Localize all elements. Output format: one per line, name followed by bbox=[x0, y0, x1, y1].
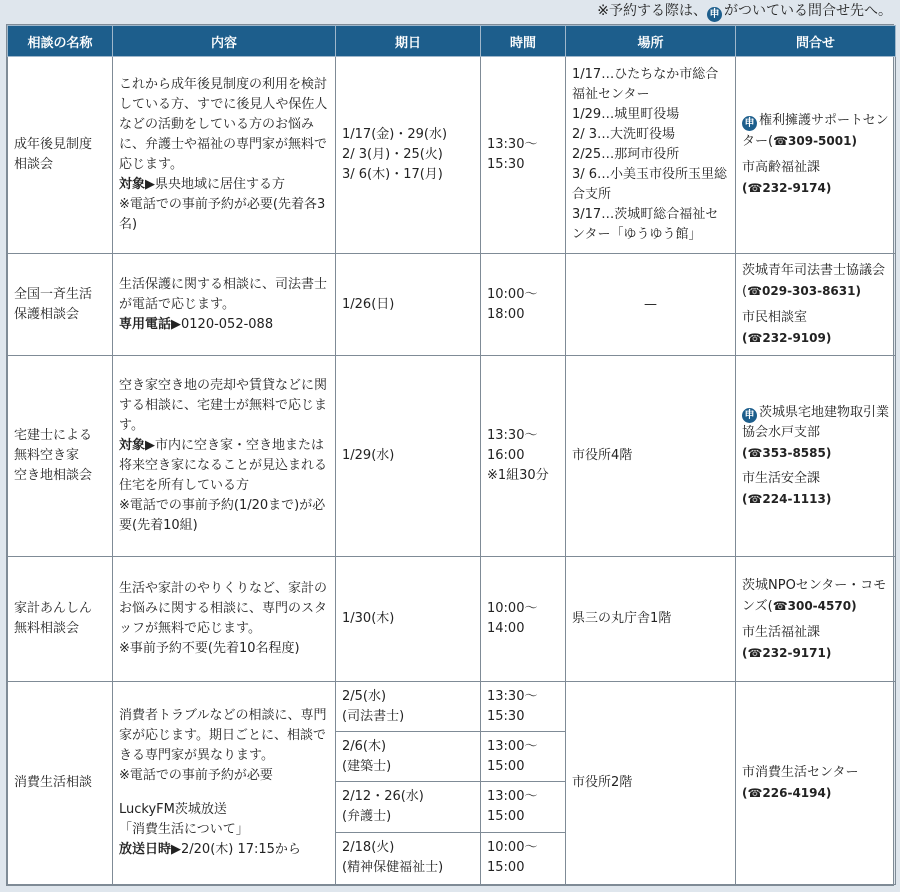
content-text: 生活や家計のやりくりなど、家計のお悩みに関する相談に、専門のスタッフが無料で応じます。 bbox=[119, 581, 328, 637]
note-prefix: ※予約する際は、 bbox=[597, 3, 707, 19]
row-contact bbox=[736, 356, 896, 557]
header-contact: 問合せ bbox=[736, 26, 896, 57]
notice-text: ※電話での事前予約が必要(先着各3名) bbox=[119, 196, 326, 232]
row-date: 2/12・26(水) (弁護士) bbox=[336, 782, 481, 832]
contact-secondary-org: 市生活安全課 bbox=[742, 471, 821, 487]
row-contact bbox=[736, 253, 896, 355]
table-row bbox=[8, 681, 896, 731]
broadcast-line bbox=[119, 840, 329, 860]
consultation-table-panel bbox=[6, 24, 894, 886]
contact-secondary-phone: (☎232-9109) bbox=[742, 331, 832, 346]
contact-secondary-phone: (☎224-1113) bbox=[742, 492, 832, 507]
row-date: 1/26(日) bbox=[336, 253, 481, 355]
row-place: 県三の丸庁舎1階 bbox=[566, 557, 736, 682]
phone-label: 専用電話▶ bbox=[119, 316, 181, 332]
row-date: 1/30(木) bbox=[336, 557, 481, 682]
broadcast-time: 2/20(木) 17:15から bbox=[181, 841, 301, 857]
row-contact bbox=[736, 57, 896, 254]
note-suffix: がついている問合せ先へ。 bbox=[724, 3, 892, 19]
row-date: 2/18(火) (精神保健福祉士) bbox=[336, 832, 481, 884]
reservation-mark-icon: 申 bbox=[742, 408, 757, 423]
row-date: 2/5(水) (司法書士) bbox=[336, 681, 481, 731]
notice-text: ※電話での事前予約が必要 bbox=[119, 767, 273, 783]
row-time: 10:00〜 15:00 bbox=[481, 832, 566, 884]
row-time: 10:00〜 14:00 bbox=[481, 557, 566, 682]
contact-secondary-org: 市高齢福祉課 bbox=[742, 160, 821, 176]
contact-secondary-org: 市生活福祉課 bbox=[742, 624, 821, 640]
content-text: 生活保護に関する相談に、司法書士が電話で応じます。 bbox=[119, 276, 328, 312]
table-row bbox=[8, 557, 896, 682]
reservation-mark-icon: 申 bbox=[707, 7, 722, 22]
row-place: 1/17…ひたちなか市総合福祉センター 1/29…城里町役場 2/ 3…大洗町役場 2/25…那珂市役所 3/ 6…小美玉市役所玉里総合支所 3/17…茨城町総合福祉センター「ゆうゆう館」 bbox=[566, 57, 736, 254]
content-text: これから成年後見制度の利用を検討している方、すでに後見人や保佐人などの活動をしている方のお悩みに、弁護士や福祉の専門家が無料で応じます。 bbox=[119, 76, 328, 172]
program-title: 「消費生活について」 bbox=[119, 821, 249, 837]
header-date: 期日 bbox=[336, 26, 481, 57]
row-date: 2/6(木) (建築士) bbox=[336, 732, 481, 782]
contact-primary bbox=[742, 111, 889, 152]
target-text: 市内に空き家・空き地または将来空き家になることが見込まれる住宅を所有している方 bbox=[119, 438, 328, 494]
header-name: 相談の名称 bbox=[8, 26, 113, 57]
row-time: 13:00〜 15:00 bbox=[481, 732, 566, 782]
row-time: 13:00〜 15:00 bbox=[481, 782, 566, 832]
target-label: 対象▶ bbox=[119, 176, 155, 192]
target-text: 県央地域に居住する方 bbox=[155, 176, 286, 192]
row-name: 消費生活相談 bbox=[8, 681, 113, 884]
row-content bbox=[113, 681, 336, 884]
row-name: 成年後見制度 相談会 bbox=[8, 57, 113, 254]
header-content: 内容 bbox=[113, 26, 336, 57]
reservation-mark-icon: 申 bbox=[742, 116, 757, 131]
radio-station: LuckyFM茨城放送 bbox=[119, 801, 227, 817]
broadcast-label: 放送日時▶ bbox=[119, 841, 181, 857]
contact-org: 茨城青年司法書士協議会( bbox=[742, 263, 886, 300]
header-place: 場所 bbox=[566, 26, 736, 57]
contact-primary bbox=[742, 576, 889, 617]
table-row bbox=[8, 253, 896, 355]
row-time: 10:00〜 18:00 bbox=[481, 253, 566, 355]
row-name: 全国一斉生活 保護相談会 bbox=[8, 253, 113, 355]
row-place: 市役所4階 bbox=[566, 356, 736, 557]
contact-secondary-org: 市民相談室 bbox=[742, 310, 808, 326]
contact-primary: 市消費生活センター bbox=[742, 764, 859, 780]
contact-primary bbox=[742, 403, 889, 443]
row-content bbox=[113, 253, 336, 355]
target-line bbox=[119, 175, 329, 195]
contact-phone: ☎029-303-8631) bbox=[747, 284, 861, 299]
phone-number: 0120-052-088 bbox=[181, 316, 274, 332]
content-text: 空き家空き地の売却や賃貸などに関する相談に、宅建士が無料で応じます。 bbox=[119, 378, 328, 434]
row-content bbox=[113, 57, 336, 254]
table-row bbox=[8, 356, 896, 557]
contact-secondary-phone: (☎232-9171) bbox=[742, 645, 832, 660]
row-contact bbox=[736, 557, 896, 682]
target-line bbox=[119, 436, 329, 496]
contact-phone: (☎226-4194) bbox=[742, 785, 832, 800]
contact-phone: ☎300-4570) bbox=[772, 598, 857, 613]
row-content bbox=[113, 356, 336, 557]
row-content bbox=[113, 557, 336, 682]
contact-org: 権利擁護サポートセンター( bbox=[742, 113, 889, 150]
contact-primary bbox=[742, 261, 889, 302]
row-contact bbox=[736, 681, 896, 884]
contact-org: 茨城県宅地建物取引業協会水戸支部 bbox=[742, 405, 890, 441]
row-time: 13:30〜 15:30 bbox=[481, 57, 566, 254]
row-date: 1/29(水) bbox=[336, 356, 481, 557]
consultation-table bbox=[7, 25, 896, 885]
target-label: 対象▶ bbox=[119, 438, 155, 454]
notice-text: ※電話での事前予約(1/20まで)が必要(先着10組) bbox=[119, 498, 326, 534]
row-time: 13:30〜 16:00 ※1組30分 bbox=[481, 356, 566, 557]
notice-text: ※事前予約不要(先着10名程度) bbox=[119, 641, 300, 657]
header-time: 時間 bbox=[481, 26, 566, 57]
row-date: 1/17(金)・29(水) 2/ 3(月)・25(火) 3/ 6(木)・17(月) bbox=[336, 57, 481, 254]
contact-org: 茨城NPOセンター・コモンズ( bbox=[742, 577, 887, 614]
row-place: 市役所2階 bbox=[566, 681, 736, 884]
reservation-note bbox=[597, 0, 892, 24]
contact-phone: (☎353-8585) bbox=[742, 446, 832, 461]
contact-phone: ☎309-5001) bbox=[773, 134, 857, 149]
content-text: 消費者トラブルなどの相談に、専門家が応じます。期日ごとに、相談できる専門家が異なります。 bbox=[119, 707, 327, 763]
row-name: 宅建士による 無料空き家 空き地相談会 bbox=[8, 356, 113, 557]
contact-secondary-phone: (☎232-9174) bbox=[742, 181, 832, 196]
row-name: 家計あんしん 無料相談会 bbox=[8, 557, 113, 682]
table-row bbox=[8, 57, 896, 254]
row-place: — bbox=[566, 253, 736, 355]
phone-line bbox=[119, 315, 329, 335]
row-time: 13:30〜 15:30 bbox=[481, 681, 566, 731]
table-header-row bbox=[8, 26, 896, 57]
